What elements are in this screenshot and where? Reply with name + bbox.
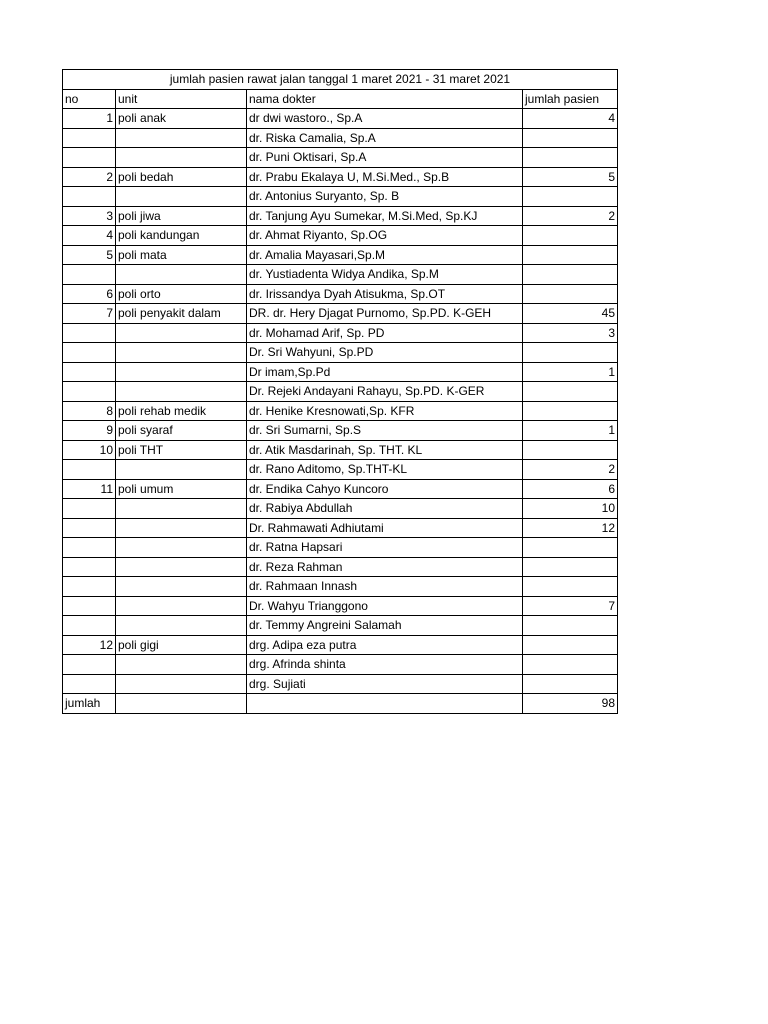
row-patients	[523, 440, 618, 460]
row-no	[63, 499, 116, 519]
row-doctor: Dr. Rahmawati Adhiutami	[247, 518, 523, 538]
table-row	[63, 577, 618, 597]
row-patients: 45	[523, 304, 618, 324]
table-title: jumlah pasien rawat jalan tanggal 1 maret 2021 - 31 maret 2021	[63, 70, 618, 90]
row-no: 9	[63, 421, 116, 441]
table-row	[63, 284, 618, 304]
row-doctor: dr. Rahmaan Innash	[247, 577, 523, 597]
table-row	[63, 382, 618, 402]
row-doctor: dr. Prabu Ekalaya U, M.Si.Med., Sp.B	[247, 167, 523, 187]
row-no	[63, 577, 116, 597]
table-row	[63, 362, 618, 382]
row-no: 4	[63, 226, 116, 246]
table-row	[63, 538, 618, 558]
row-doctor: drg. Sujiati	[247, 674, 523, 694]
row-unit	[116, 128, 247, 148]
row-doctor: dr. Endika Cahyo Kuncoro	[247, 479, 523, 499]
table-row	[63, 245, 618, 265]
header-doctor: nama dokter	[247, 89, 523, 109]
table-row	[63, 109, 618, 129]
row-no	[63, 323, 116, 343]
title-row	[63, 70, 618, 90]
row-unit: poli THT	[116, 440, 247, 460]
row-no	[63, 538, 116, 558]
row-doctor: dr. Ahmat Riyanto, Sp.OG	[247, 226, 523, 246]
row-doctor: dr. Amalia Mayasari,Sp.M	[247, 245, 523, 265]
row-patients	[523, 148, 618, 168]
row-patients: 6	[523, 479, 618, 499]
total-unit-empty	[116, 694, 247, 714]
table-row	[63, 557, 618, 577]
row-doctor: dr. Temmy Angreini Salamah	[247, 616, 523, 636]
row-no: 5	[63, 245, 116, 265]
table-row	[63, 616, 618, 636]
table-row	[63, 635, 618, 655]
row-no: 6	[63, 284, 116, 304]
row-patients: 7	[523, 596, 618, 616]
table-row	[63, 479, 618, 499]
row-no	[63, 655, 116, 675]
row-no: 8	[63, 401, 116, 421]
row-doctor: dr. Antonius Suryanto, Sp. B	[247, 187, 523, 207]
row-unit: poli mata	[116, 245, 247, 265]
table-row	[63, 440, 618, 460]
row-unit: poli kandungan	[116, 226, 247, 246]
row-no	[63, 518, 116, 538]
row-doctor: dr. Mohamad Arif, Sp. PD	[247, 323, 523, 343]
table-row	[63, 206, 618, 226]
row-patients	[523, 674, 618, 694]
row-unit: poli anak	[116, 109, 247, 129]
row-unit: poli jiwa	[116, 206, 247, 226]
row-no	[63, 616, 116, 636]
row-unit	[116, 343, 247, 363]
table-row	[63, 167, 618, 187]
row-no: 2	[63, 167, 116, 187]
row-doctor: Dr. Sri Wahyuni, Sp.PD	[247, 343, 523, 363]
table-row	[63, 343, 618, 363]
row-patients	[523, 557, 618, 577]
row-unit	[116, 518, 247, 538]
row-no	[63, 557, 116, 577]
row-doctor: dr. Rano Aditomo, Sp.THT-KL	[247, 460, 523, 480]
table-row	[63, 596, 618, 616]
table-row	[63, 401, 618, 421]
row-unit	[116, 616, 247, 636]
total-value: 98	[523, 694, 618, 714]
row-doctor: Dr imam,Sp.Pd	[247, 362, 523, 382]
row-no: 7	[63, 304, 116, 324]
row-patients	[523, 343, 618, 363]
row-doctor: dr. Sri Sumarni, Sp.S	[247, 421, 523, 441]
row-patients	[523, 128, 618, 148]
table-row	[63, 499, 618, 519]
row-doctor: dr. Ratna Hapsari	[247, 538, 523, 558]
row-unit	[116, 187, 247, 207]
row-unit	[116, 499, 247, 519]
row-patients	[523, 538, 618, 558]
row-patients	[523, 226, 618, 246]
row-unit	[116, 460, 247, 480]
row-unit	[116, 577, 247, 597]
row-patients: 2	[523, 460, 618, 480]
table-row	[63, 674, 618, 694]
header-no: no	[63, 89, 116, 109]
row-unit	[116, 538, 247, 558]
row-no	[63, 596, 116, 616]
row-no	[63, 187, 116, 207]
header-unit: unit	[116, 89, 247, 109]
row-no: 11	[63, 479, 116, 499]
row-patients: 2	[523, 206, 618, 226]
row-doctor: dr. Yustiadenta Widya Andika, Sp.M	[247, 265, 523, 285]
row-doctor: dr. Rabiya Abdullah	[247, 499, 523, 519]
row-unit: poli rehab medik	[116, 401, 247, 421]
row-doctor: dr dwi wastoro., Sp.A	[247, 109, 523, 129]
total-doctor-empty	[247, 694, 523, 714]
row-unit	[116, 382, 247, 402]
row-no	[63, 362, 116, 382]
row-unit: poli penyakit dalam	[116, 304, 247, 324]
row-no	[63, 265, 116, 285]
row-no: 3	[63, 206, 116, 226]
table-row	[63, 518, 618, 538]
row-no: 1	[63, 109, 116, 129]
row-unit	[116, 323, 247, 343]
row-unit	[116, 362, 247, 382]
row-no	[63, 382, 116, 402]
row-unit: poli syaraf	[116, 421, 247, 441]
row-doctor: Dr. Rejeki Andayani Rahayu, Sp.PD. K-GER	[247, 382, 523, 402]
row-patients: 12	[523, 518, 618, 538]
row-no	[63, 674, 116, 694]
row-unit: poli bedah	[116, 167, 247, 187]
table-row	[63, 655, 618, 675]
row-unit	[116, 148, 247, 168]
row-unit	[116, 265, 247, 285]
table-row	[63, 460, 618, 480]
total-row	[63, 694, 618, 714]
row-doctor: dr. Tanjung Ayu Sumekar, M.Si.Med, Sp.KJ	[247, 206, 523, 226]
row-doctor: dr. Atik Masdarinah, Sp. THT. KL	[247, 440, 523, 460]
row-doctor: Dr. Wahyu Trianggono	[247, 596, 523, 616]
row-patients: 1	[523, 421, 618, 441]
row-no	[63, 460, 116, 480]
total-label: jumlah	[63, 694, 116, 714]
row-no	[63, 343, 116, 363]
row-unit	[116, 557, 247, 577]
row-patients: 5	[523, 167, 618, 187]
table-row	[63, 128, 618, 148]
table-row	[63, 265, 618, 285]
row-patients: 10	[523, 499, 618, 519]
row-no: 12	[63, 635, 116, 655]
row-patients: 4	[523, 109, 618, 129]
row-no	[63, 128, 116, 148]
patient-table	[62, 69, 618, 714]
row-doctor: dr. Henike Kresnowati,Sp. KFR	[247, 401, 523, 421]
row-patients	[523, 655, 618, 675]
table-row	[63, 304, 618, 324]
header-row	[63, 89, 618, 109]
row-patients: 3	[523, 323, 618, 343]
row-patients	[523, 187, 618, 207]
row-unit	[116, 674, 247, 694]
row-unit: poli umum	[116, 479, 247, 499]
row-no	[63, 148, 116, 168]
row-unit: poli gigi	[116, 635, 247, 655]
table-row	[63, 323, 618, 343]
row-doctor: drg. Adipa eza putra	[247, 635, 523, 655]
table-row	[63, 187, 618, 207]
row-unit	[116, 596, 247, 616]
row-patients	[523, 265, 618, 285]
row-unit	[116, 655, 247, 675]
row-doctor: DR. dr. Hery Djagat Purnomo, Sp.PD. K-GEH	[247, 304, 523, 324]
row-doctor: dr. Reza Rahman	[247, 557, 523, 577]
row-no: 10	[63, 440, 116, 460]
row-patients	[523, 635, 618, 655]
row-patients	[523, 245, 618, 265]
row-doctor: dr. Puni Oktisari, Sp.A	[247, 148, 523, 168]
row-patients	[523, 382, 618, 402]
row-doctor: dr. Riska Camalia, Sp.A	[247, 128, 523, 148]
row-patients	[523, 401, 618, 421]
row-doctor: dr. Irissandya Dyah Atisukma, Sp.OT	[247, 284, 523, 304]
row-patients	[523, 616, 618, 636]
header-patients: jumlah pasien	[523, 89, 618, 109]
row-patients: 1	[523, 362, 618, 382]
table-row	[63, 226, 618, 246]
row-unit: poli orto	[116, 284, 247, 304]
row-patients	[523, 577, 618, 597]
table-row	[63, 148, 618, 168]
row-patients	[523, 284, 618, 304]
row-doctor: drg. Afrinda shinta	[247, 655, 523, 675]
table-row	[63, 421, 618, 441]
